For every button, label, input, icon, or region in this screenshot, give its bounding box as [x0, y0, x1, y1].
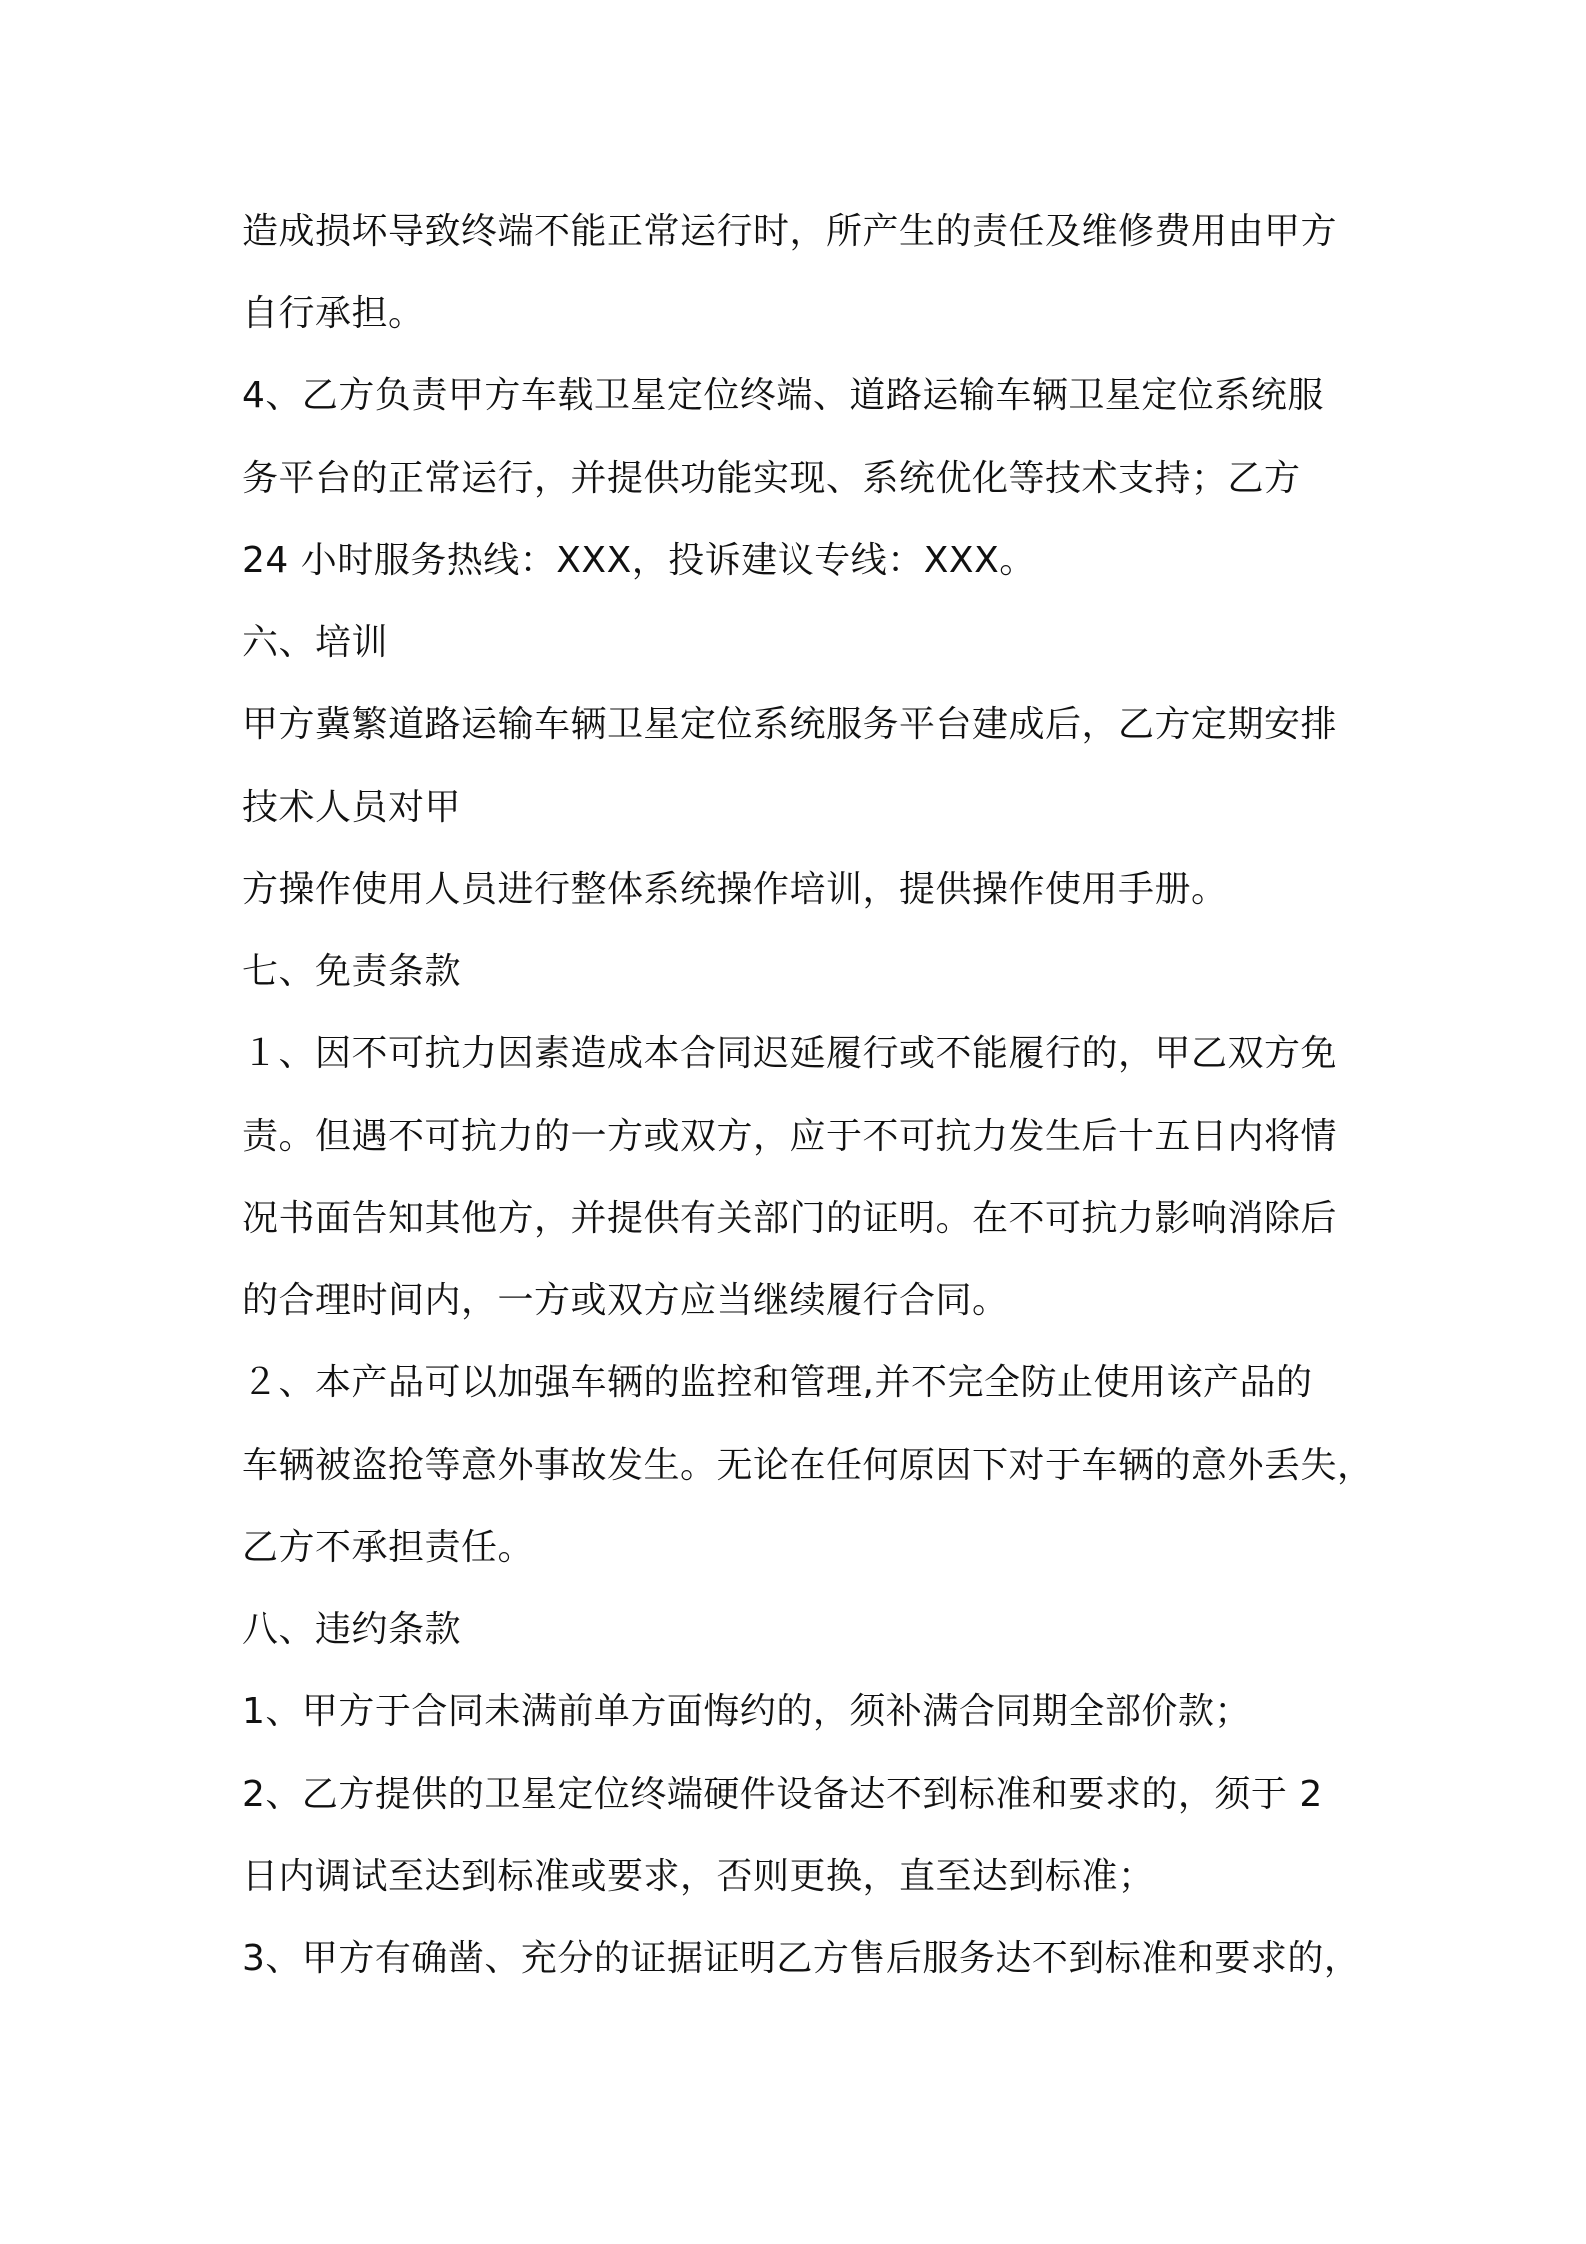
text-line: 1、甲方于合同未满前单方面悔约的，须补满合同期全部价款； — [242, 1691, 1251, 1732]
text-line: 24 小时服务热线：XXX，投诉建议专线：XXX。 — [242, 540, 1036, 581]
text-line: 车辆被盗抢等意外事故发生。无论在任何原因下对于车辆的意外丢失， — [242, 1445, 1374, 1486]
text-line: 乙方不承担责任。 — [242, 1527, 535, 1568]
text-line: ２、本产品可以加强车辆的监控和管理,并不完全防止使用该产品的 — [242, 1362, 1313, 1403]
section-heading: 七、免责条款 — [242, 951, 462, 992]
text-line: 技术人员对甲 — [242, 787, 462, 828]
section-heading: 六、培训 — [242, 622, 389, 663]
text-line: 3、甲方有确凿、充分的证据证明乙方售后服务达不到标准和要求的， — [242, 1938, 1361, 1979]
text-line: １、因不可抗力因素造成本合同迟延履行或不能履行的，甲乙双方免 — [242, 1033, 1338, 1074]
text-line: 务平台的正常运行，并提供功能实现、系统优化等技术支持；乙方 — [242, 458, 1301, 499]
text-line: 日内调试至达到标准或要求，否则更换，直至达到标准； — [242, 1856, 1155, 1897]
section-heading: 八、违约条款 — [242, 1609, 462, 1650]
text-line: 方操作使用人员进行整体系统操作培训，提供操作使用手册。 — [242, 869, 1228, 910]
text-line: 况书面告知其他方，并提供有关部门的证明。在不可抗力影响消除后 — [242, 1198, 1338, 1239]
text-line: 甲方冀繁道路运输车辆卫星定位系统服务平台建成后，乙方定期安排 — [242, 704, 1338, 745]
text-line: 责。但遇不可抗力的一方或双方，应于不可抗力发生后十五日内将情 — [242, 1116, 1338, 1157]
text-line: 自行承担。 — [242, 293, 425, 334]
text-line: 4、乙方负责甲方车载卫星定位终端、道路运输车辆卫星定位系统服 — [242, 375, 1324, 416]
text-line: 的合理时间内，一方或双方应当继续履行合同。 — [242, 1280, 1009, 1321]
text-line: 造成损坏导致终端不能正常运行时，所产生的责任及维修费用由甲方 — [242, 211, 1338, 252]
text-line: 2、乙方提供的卫星定位终端硬件设备达不到标准和要求的，须于 2 — [242, 1774, 1323, 1815]
